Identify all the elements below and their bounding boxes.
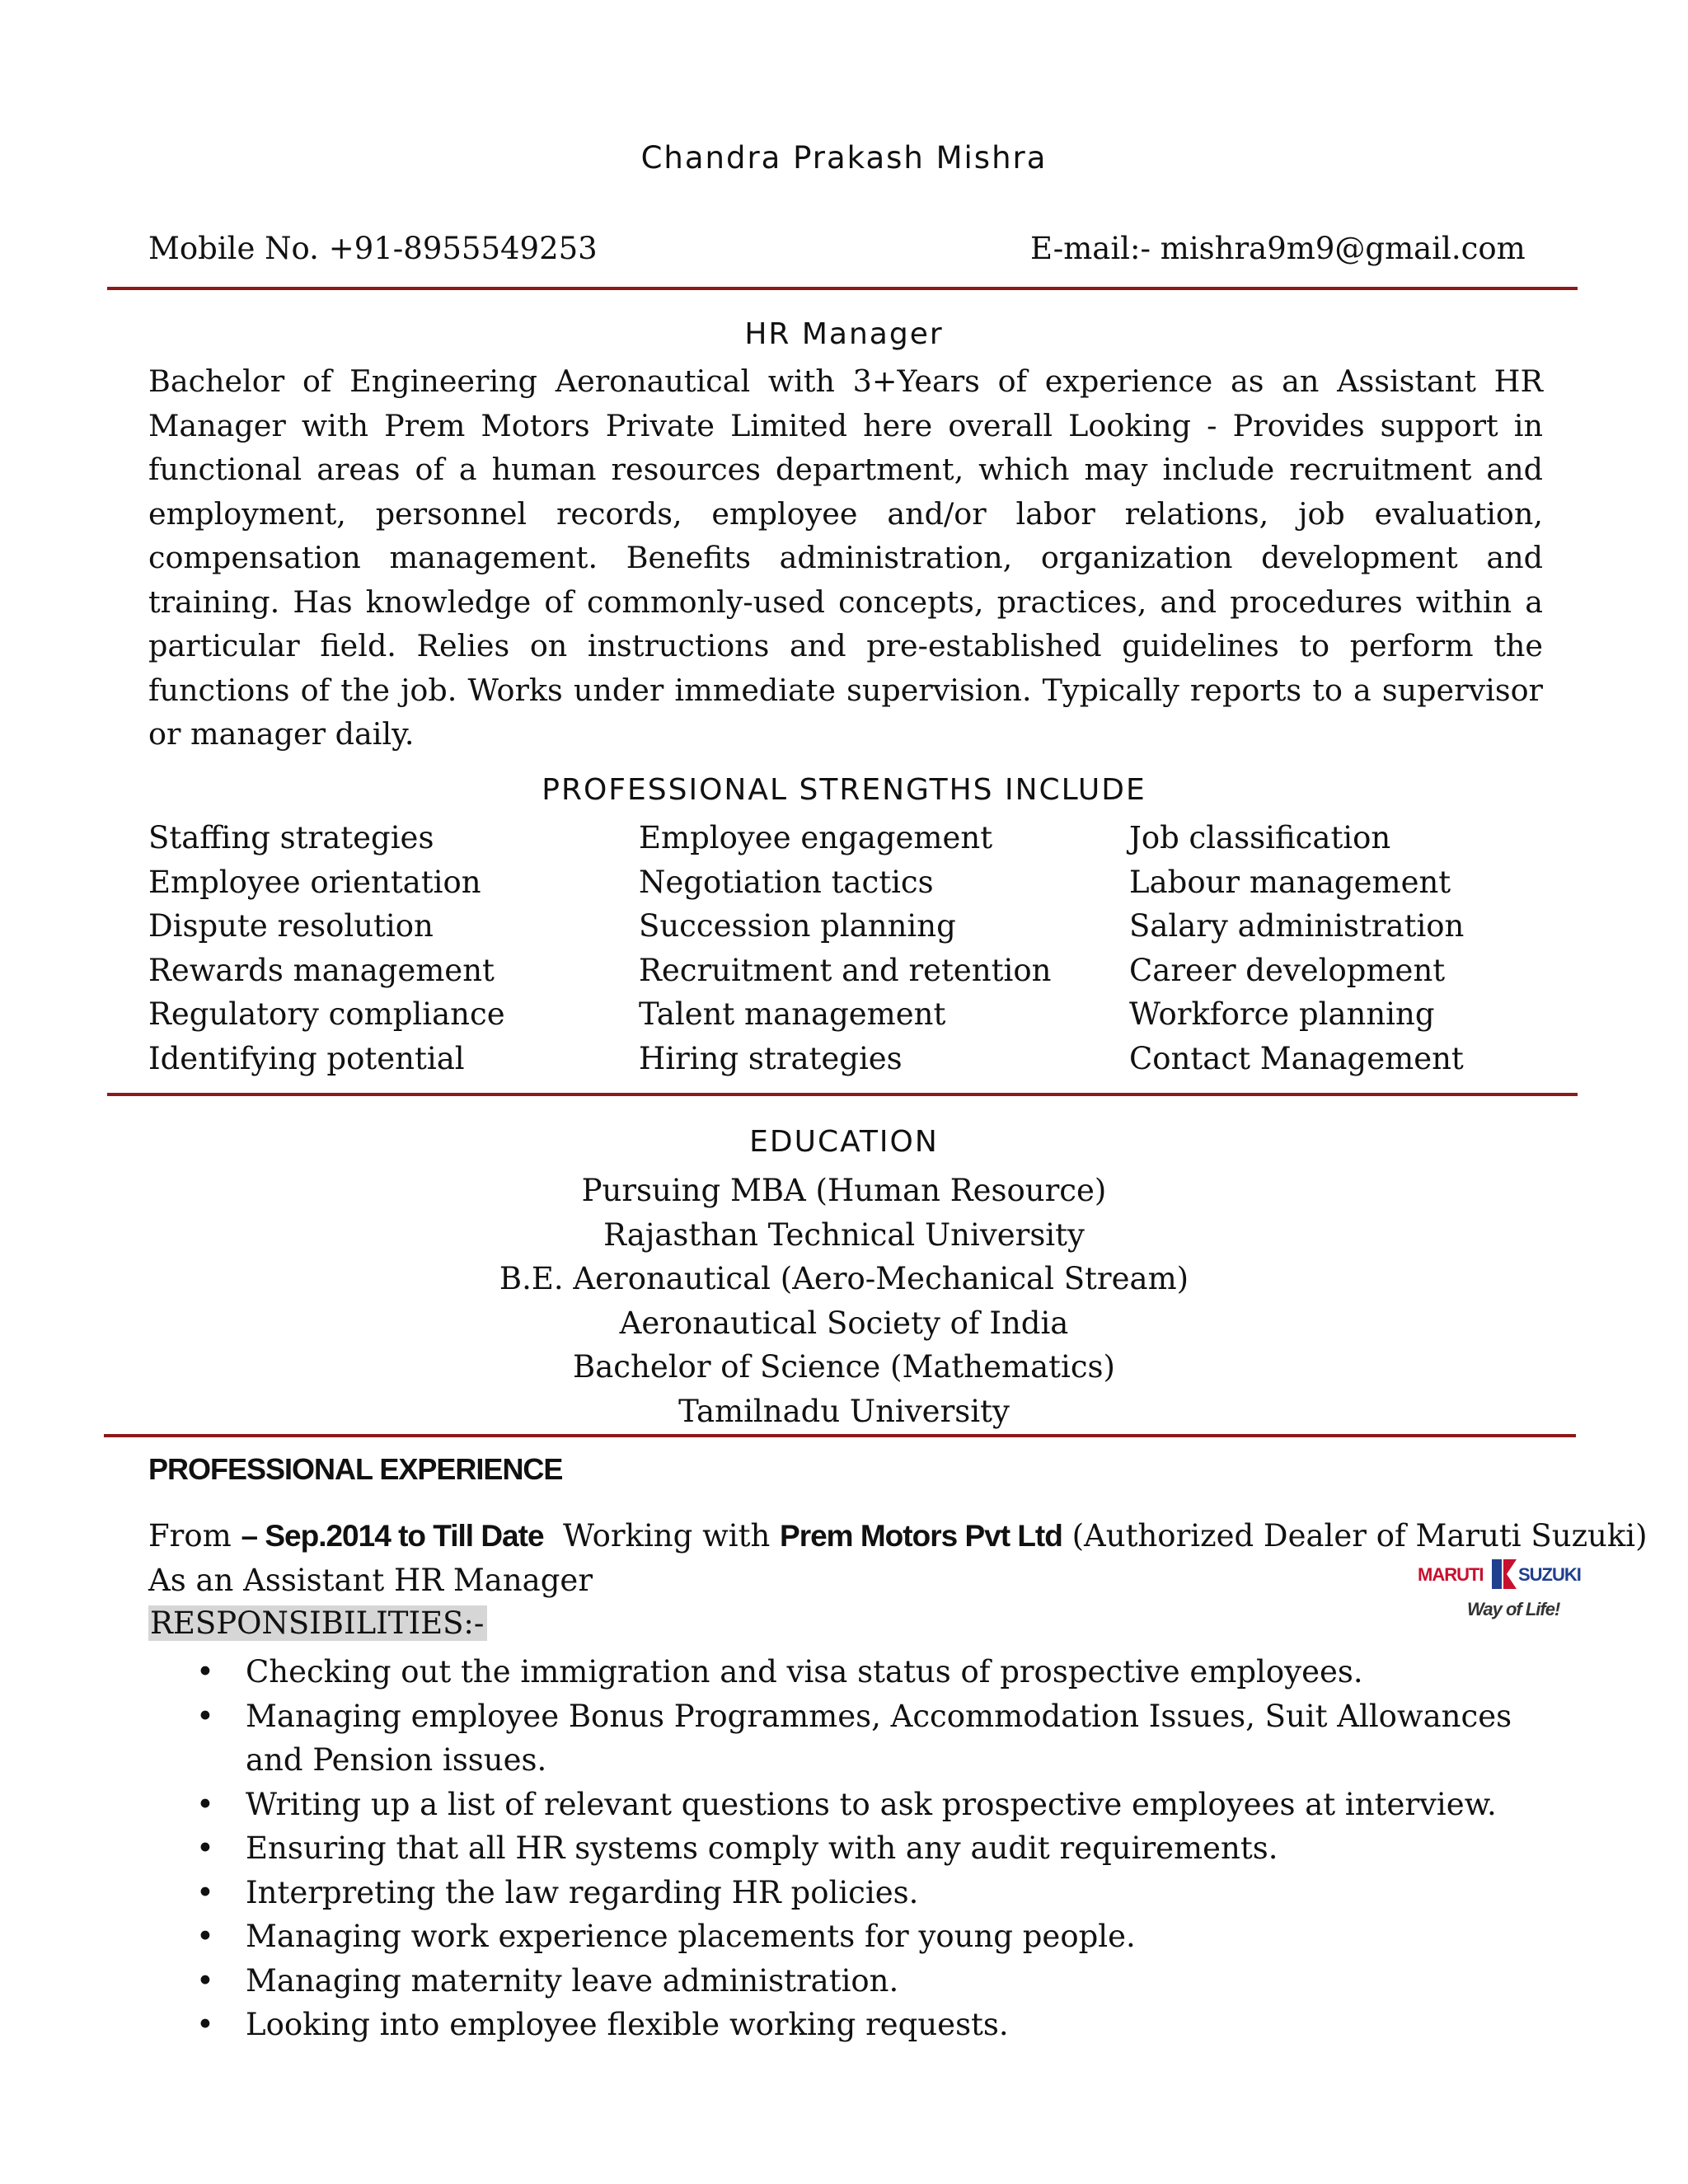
strength-item: Rewards management xyxy=(148,952,495,988)
bullet-icon: • xyxy=(196,1786,214,1822)
strengths-column-1 xyxy=(148,816,505,1080)
strength-item: Succession planning xyxy=(639,908,956,944)
strength-item: Hiring strategies xyxy=(639,1040,903,1076)
strength-item: Negotiation tactics xyxy=(639,864,934,900)
list-item xyxy=(190,1650,1541,1694)
bullet-icon: • xyxy=(196,1919,214,1954)
education-line: B.E. Aeronautical (Aero-Mechanical Stream) xyxy=(499,1261,1189,1296)
responsibility-text: Checking out the immigration and visa status of prospective employees. xyxy=(246,1654,1363,1690)
summary-heading: HR Manager xyxy=(744,317,944,351)
responsibility-text: Managing maternity leave administration. xyxy=(246,1962,899,1999)
list-item xyxy=(190,2003,1541,2047)
mobile-number: Mobile No. +91-8955549253 xyxy=(148,231,598,266)
strength-item: Dispute resolution xyxy=(148,908,434,944)
list-item xyxy=(190,1915,1541,1959)
bullet-icon: • xyxy=(196,1830,214,1866)
strength-item: Identifying potential xyxy=(148,1040,465,1076)
strength-item: Staffing strategies xyxy=(148,820,434,855)
maruti-suzuki-logo xyxy=(1418,1558,1581,1632)
responsibility-text: Managing employee Bonus Programmes, Accommodation Issues, Suit Allowances and Pension issues. xyxy=(246,1698,1512,1778)
logo-word-maruti: MARUTI xyxy=(1418,1564,1484,1585)
list-item xyxy=(190,1694,1541,1783)
education-line: Aeronautical Society of India xyxy=(619,1305,1069,1341)
education-line: Tamilnadu University xyxy=(678,1393,1010,1429)
strength-item: Regulatory compliance xyxy=(148,996,505,1032)
company-note: (Authorized Dealer of Maruti Suzuki) xyxy=(1062,1518,1648,1554)
bullet-icon: • xyxy=(196,1874,214,1910)
education-line: Rajasthan Technical University xyxy=(603,1216,1085,1253)
strength-item: Employee engagement xyxy=(639,820,993,855)
responsibility-text: Writing up a list of relevant questions to ask prospective employees at interview. xyxy=(246,1786,1497,1822)
from-label: From xyxy=(148,1518,241,1554)
responsibility-text: Looking into employee flexible working requests. xyxy=(246,2007,1009,2042)
strengths-divider xyxy=(107,1093,1578,1096)
strength-item: Job classification xyxy=(1129,820,1391,855)
bullet-icon: • xyxy=(196,1698,214,1734)
suzuki-s-icon xyxy=(1490,1558,1518,1591)
company-name: Prem Motors Pvt Ltd xyxy=(780,1519,1062,1553)
list-item xyxy=(190,1959,1541,2004)
bullet-icon: • xyxy=(196,2007,214,2042)
logo-word-suzuki: SUZUKI xyxy=(1518,1564,1581,1585)
candidate-name: Chandra Prakash Mishra xyxy=(640,140,1048,176)
responsibility-text: Ensuring that all HR systems comply with any audit requirements. xyxy=(246,1830,1278,1866)
summary-text: Bachelor of Engineering Aeronautical with 3+Years of experience as an Assistant HR Manager with Prem Motors Private Limited here overall Looking - Provides support in functional areas of a human resources department, which may include recruitment and employment, personnel records, employee and/or labor relations, job evaluation, compensation management. Benefits administration, organization development and training. Has knowledge of commonly-used concepts, practices, and procedures within a particular field. Relies on instructions and pre-established guidelines to perform the functions of the job. Works under immediate supervision. Typically reports to a supervisor or manager daily. xyxy=(148,363,1543,752)
responsibilities-list xyxy=(190,1650,1541,2047)
strength-item: Career development xyxy=(1129,952,1446,988)
list-item xyxy=(190,1871,1541,1915)
strength-item: Recruitment and retention xyxy=(639,952,1052,988)
strength-item: Workforce planning xyxy=(1129,996,1435,1032)
responsibilities-label: RESPONSIBILITIES:- xyxy=(148,1605,487,1641)
education-line: Pursuing MBA (Human Resource) xyxy=(581,1173,1107,1208)
responsibility-text: Managing work experience placements for young people. xyxy=(246,1919,1136,1954)
strengths-heading: PROFESSIONAL STRENGTHS INCLUDE xyxy=(542,773,1146,807)
strength-item: Talent management xyxy=(639,996,946,1032)
responsibility-text: Interpreting the law regarding HR policies. xyxy=(246,1874,919,1910)
header-divider xyxy=(107,287,1578,290)
logo-tagline: Way of Life! xyxy=(1467,1599,1560,1619)
working-with-label: Working with xyxy=(543,1518,781,1554)
job-role: As an Assistant HR Manager xyxy=(148,1563,593,1598)
education-heading: EDUCATION xyxy=(749,1125,939,1159)
education-line: Bachelor of Science (Mathematics) xyxy=(573,1349,1115,1385)
experience-heading: PROFESSIONAL EXPERIENCE xyxy=(148,1452,563,1486)
strength-item: Employee orientation xyxy=(148,864,481,900)
education-divider xyxy=(104,1434,1576,1437)
list-item xyxy=(190,1783,1541,1827)
bullet-icon: • xyxy=(196,1962,214,1999)
list-item xyxy=(190,1826,1541,1871)
strengths-column-2 xyxy=(639,816,1051,1080)
email-address: E-mail:- mishra9m9@gmail.com xyxy=(1030,231,1526,266)
experience-period-line xyxy=(148,1518,1648,1554)
strength-item: Contact Management xyxy=(1129,1040,1464,1076)
employment-period: – Sep.2014 to Till Date xyxy=(241,1519,544,1553)
education-list xyxy=(0,1169,1688,1433)
bullet-icon: • xyxy=(196,1654,214,1690)
strengths-column-3 xyxy=(1129,816,1464,1080)
strength-item: Salary administration xyxy=(1129,908,1465,944)
strength-item: Labour management xyxy=(1129,864,1451,900)
